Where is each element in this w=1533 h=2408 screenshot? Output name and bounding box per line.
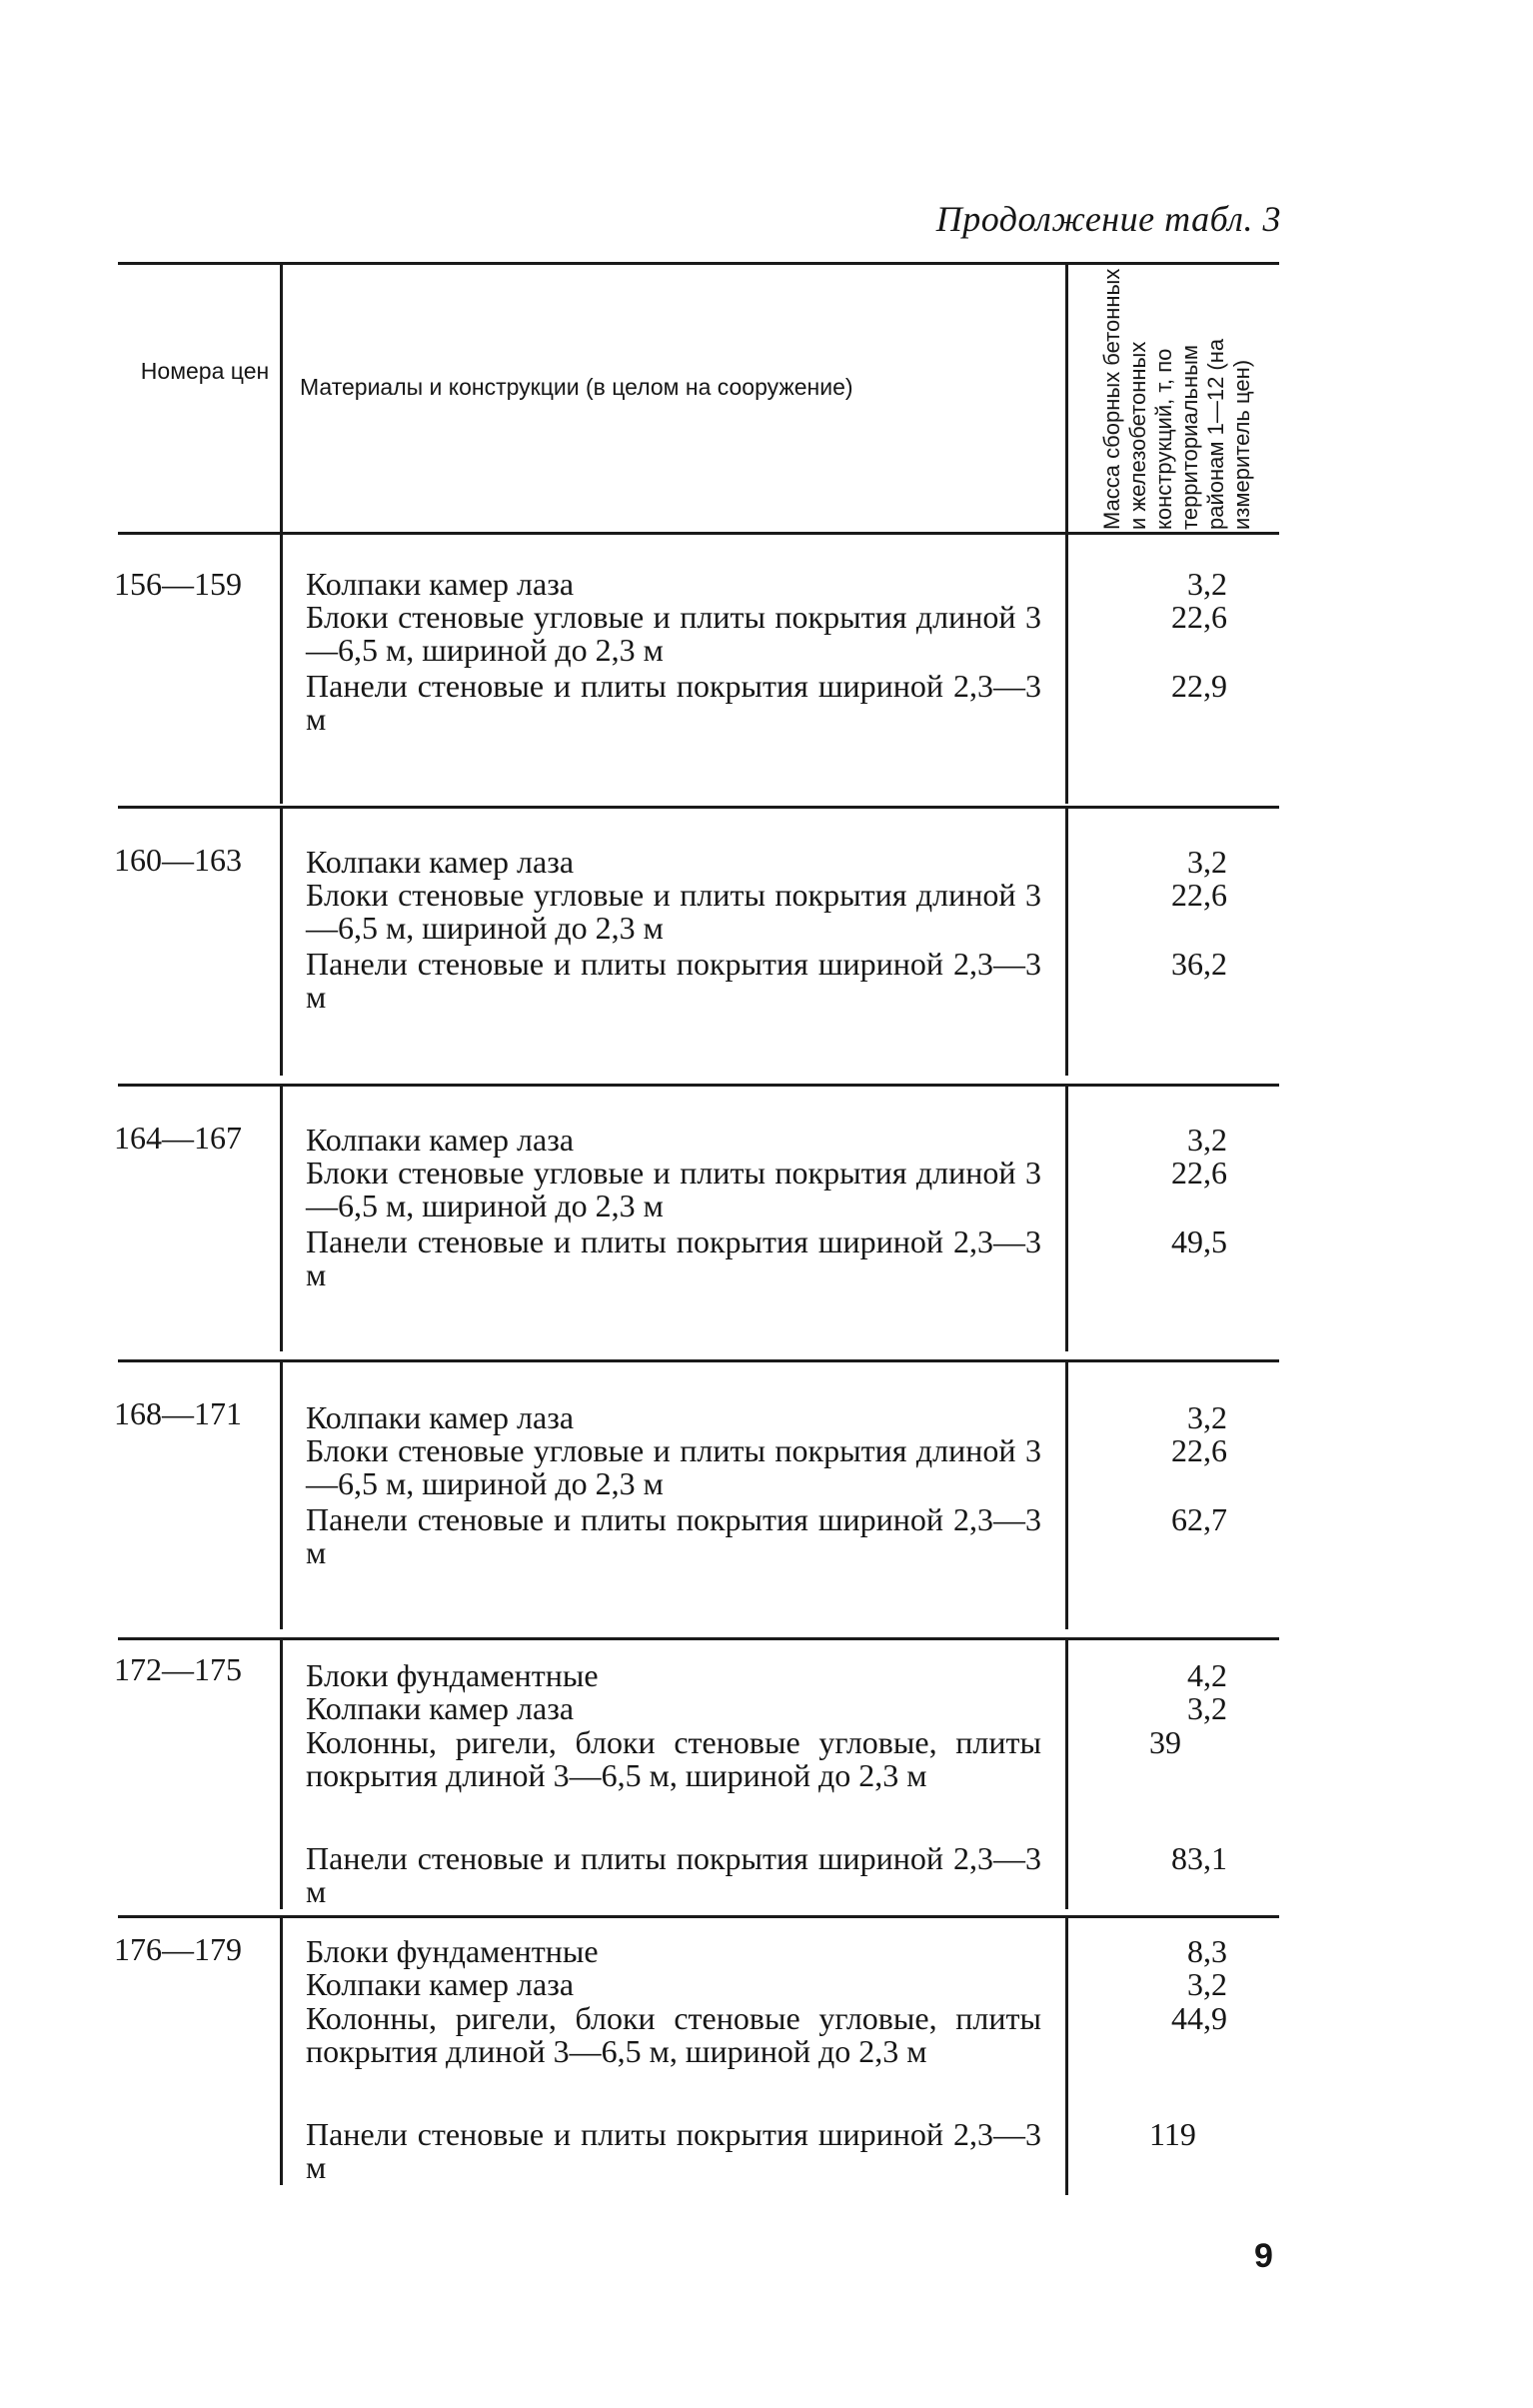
mass-value: 8,3 [1187, 1933, 1227, 1969]
row-number: 176—179 [114, 1931, 242, 1967]
mass-value: 49,5 [1171, 1223, 1227, 1259]
row-rule [118, 1637, 1279, 1640]
row-number: 164—167 [114, 1120, 242, 1156]
row-divider-left [280, 534, 283, 804]
mass-value: 3,2 [1187, 1399, 1227, 1435]
table-caption: Продолжение табл. 3 [935, 199, 1281, 239]
mass-value: 119 [1149, 2116, 1196, 2152]
mass-value: 22,6 [1171, 877, 1227, 913]
page-number: 9 [1254, 2237, 1273, 2275]
row-number: 172—175 [114, 1651, 242, 1687]
mass-value: 22,9 [1171, 668, 1227, 704]
mass-value: 22,6 [1171, 599, 1227, 635]
header-materials: Материалы и конструкции (в целом на сооружение) [300, 374, 853, 400]
header-divider-right [1065, 262, 1068, 534]
material-item: Колпаки камер лаза [306, 1399, 575, 1435]
row-number: 156—159 [114, 566, 242, 602]
material-item: Блоки фундаментные [306, 1657, 599, 1693]
row-divider-left [280, 1639, 283, 1909]
material-item: Колпаки камер лаза [306, 1966, 575, 2002]
mass-value: 3,2 [1187, 566, 1227, 602]
header-mass: Масса сборных бетонных и железобетонных конструкций, т, по территориальным районам 1—12 (на измеритель цен) [1099, 268, 1254, 530]
mass-value: 44,9 [1171, 2000, 1227, 2036]
material-item: Блоки стеновые угловые и плиты покрытия длиной 3—6,5 м, шириной до 2,3 м [306, 877, 1041, 946]
material-item: Панели стеновые и плиты покрытия шириной 2,3—3 м [306, 946, 1041, 1015]
mass-value: 3,2 [1187, 1690, 1227, 1726]
mass-value: 3,2 [1187, 844, 1227, 880]
row-divider-right [1065, 808, 1068, 1076]
row-divider-left [280, 1086, 283, 1351]
row-divider-right [1065, 1639, 1068, 1909]
material-item: Панели стеновые и плиты покрытия шириной 2,3—3 м [306, 1501, 1041, 1570]
row-rule [118, 1084, 1279, 1087]
mass-value: 39 [1149, 1724, 1181, 1760]
material-item: Панели стеновые и плиты покрытия шириной 2,3—3 м [306, 1223, 1041, 1292]
material-item: Колпаки камер лаза [306, 1122, 575, 1158]
material-item: Колпаки камер лаза [306, 566, 575, 602]
header-prices-numbers: Номера цен [140, 358, 270, 384]
row-rule [118, 1359, 1279, 1362]
material-item: Колонны, ригели, блоки стеновые угловые, плиты покрытия длиной 3—6,5 м, шириной до 2,3 м [306, 1724, 1041, 1793]
header-mass-cell [1093, 262, 1291, 534]
row-divider-left [280, 1361, 283, 1629]
row-rule [118, 1915, 1279, 1918]
mass-value: 22,6 [1171, 1155, 1227, 1191]
row-divider-right [1065, 1086, 1068, 1351]
mass-value: 3,2 [1187, 1122, 1227, 1158]
row-number: 160—163 [114, 842, 242, 878]
mass-value: 83,1 [1171, 1840, 1227, 1876]
row-rule [118, 806, 1279, 809]
row-divider-left [280, 1917, 283, 2185]
material-item: Блоки фундаментные [306, 1933, 599, 1969]
mass-value: 36,2 [1171, 946, 1227, 982]
material-item: Блоки стеновые угловые и плиты покрытия длиной 3—6,5 м, шириной до 2,3 м [306, 1432, 1041, 1501]
row-number: 168—171 [114, 1395, 242, 1431]
row-divider-right [1065, 1361, 1068, 1629]
mass-value: 3,2 [1187, 1966, 1227, 2002]
row-divider-right [1065, 534, 1068, 804]
header-divider-left [280, 262, 283, 534]
material-item: Панели стеновые и плиты покрытия шириной 2,3—3 м [306, 668, 1041, 737]
material-item: Колпаки камер лаза [306, 1690, 575, 1726]
material-item: Панели стеновые и плиты покрытия шириной 2,3—3 м [306, 2116, 1041, 2185]
mass-value: 4,2 [1187, 1657, 1227, 1693]
row-divider-right [1065, 1917, 1068, 2195]
mass-value: 22,6 [1171, 1432, 1227, 1468]
material-item: Колпаки камер лаза [306, 844, 575, 880]
material-item: Панели стеновые и плиты покрытия шириной 2,3—3 м [306, 1840, 1041, 1909]
material-item: Блоки стеновые угловые и плиты покрытия длиной 3—6,5 м, шириной до 2,3 м [306, 1155, 1041, 1223]
material-item: Блоки стеновые угловые и плиты покрытия длиной 3—6,5 м, шириной до 2,3 м [306, 599, 1041, 668]
material-item: Колонны, ригели, блоки стеновые угловые, плиты покрытия длиной 3—6,5 м, шириной до 2,3 м [306, 2000, 1041, 2069]
mass-value: 62,7 [1171, 1501, 1227, 1537]
row-divider-left [280, 808, 283, 1076]
